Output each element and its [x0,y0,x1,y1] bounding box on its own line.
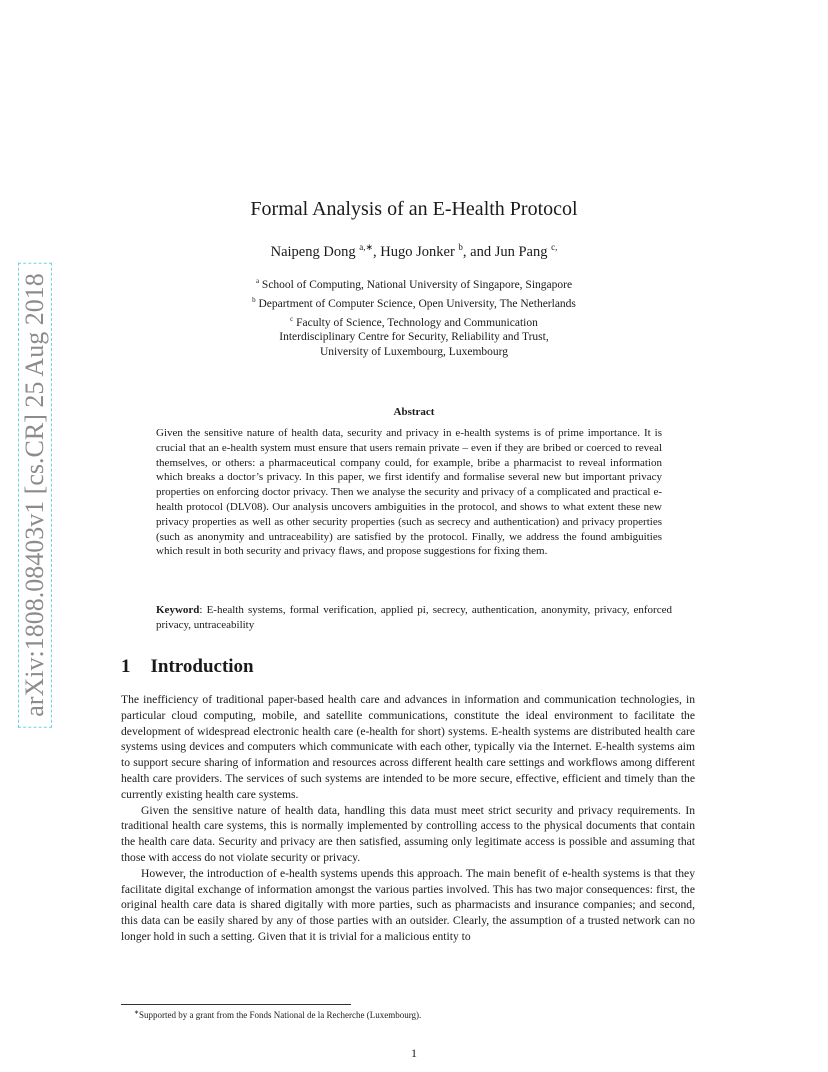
keywords [156,603,672,633]
footnote-text: Supported by a grant from the Fonds National de la Recherche (Luxembourg). [139,1010,422,1020]
affiliation-mark: c [290,314,294,323]
author-name: Hugo Jonker [380,243,455,260]
affiliation-line [0,345,828,360]
keywords-label: Keyword [156,604,200,616]
author-mark: a,∗ [359,242,374,252]
affiliation-line [0,274,828,293]
keywords-text: : E-health systems, formal verification, applied pi, secrecy, authentication, anonymity, privacy, enforced privacy, untraceability [156,604,672,631]
affiliation-mark: b [252,295,256,304]
paragraph: Given the sensitive nature of health data, handling this data must meet strict security and privacy requirements. In traditional health care systems, this is normally implemented by controlling access to the physical documents that contain the health care data. Security and privacy are then satisfied, assuming only legitimate access is possible and assuming that those with access do not violate security or privacy. [121,803,695,864]
abstract-heading: Abstract [393,406,435,418]
affiliation-mark: a [255,277,260,285]
affiliation-line [0,293,828,312]
section-number: 1 [121,656,131,677]
author-name: Naipeng Dong [270,243,356,260]
affiliation-line [0,330,828,345]
section-heading [121,656,254,678]
affiliation-text: Department of Computer Science, Open University, The Netherlands [258,297,576,310]
author-separator: , [373,243,381,260]
affiliation-line [0,312,828,331]
section-title: Introduction [150,656,254,677]
author-line [0,242,828,261]
arxiv-identifier: arXiv:1808.08403v1 [cs.CR] 25 Aug 2018 [18,262,52,727]
affiliation-text: Interdisciplinary Centre for Security, Reliability and Trust, [279,331,549,344]
affiliations [0,274,828,360]
page-number: 1 [411,1046,417,1060]
author-separator: , and [462,243,495,260]
paragraph: However, the introduction of e-health systems upends this approach. The main benefit of e-health systems is that they facilitate digital exchange of information amongst the various parties involved. This has two major consequences: first, the original health care data is shared digitally with more parties, such as pharmacists and insurance companies; and second, this data can be easily shared by any of those parties with an outsider. Clearly, the assumption of a trusted network can no longer hold in such a setting. Given that it is trivial for a malicious entity to [121,866,695,943]
affiliation-text: Faculty of Science, Technology and Communication [296,316,538,329]
author-mark: b [458,242,463,252]
author-mark: c, [551,242,558,252]
footnote-mark: ∗ [134,1010,140,1016]
footnote [134,1009,421,1020]
introduction-body [121,692,695,945]
affiliation-text: University of Luxembourg, Luxembourg [319,346,509,359]
paper-title: Formal Analysis of an E-Health Protocol [250,198,578,220]
footnote-rule [121,1004,351,1005]
paragraph: The inefficiency of traditional paper-based health care and advances in information and communication technologies, in particular cloud computing, mobile, and satellite communications, constitute the ideal environment to facilitate the development of widespread electronic health care (e-health for short) systems. E-health systems are distributed health care systems using devices and computers which communicate with each other, typically via the Internet. E-health systems aim to support secure sharing of information and resources across different health care settings and workflows among different health care providers. The services of such systems are intended to be more secure, effective, efficient and timely than the currently existing health care systems. [121,693,695,801]
author-name: Jun Pang [494,243,548,260]
affiliation-text: School of Computing, National University of Singapore, Singapore [261,278,573,291]
abstract-text: Given the sensitive nature of health data, security and privacy in e-health systems is of prime importance. It is crucial that an e-health system must ensure that users remain private – even if they are bribed or coerced to reveal themselves, or others: a pharmaceutical company could, for example, bribe a pharmacist to reveal information which breaks a doctor’s privacy. In this paper, we first identify and formalise several new but important privacy properties on enforcing doctor privacy. Then we analyse the security and privacy of a complicated and practical e-health protocol (DLV08). Our analysis uncovers ambiguities in the protocol, and shows to what extent these new privacy properties as well as other security properties (such as secrecy and authentication) and privacy properties (such as anonymity and untraceability) are satisfied by the protocol. Finally, we address the found ambiguities which result in both security and privacy flaws, and propose suggestions for fixing them. [156,427,662,558]
